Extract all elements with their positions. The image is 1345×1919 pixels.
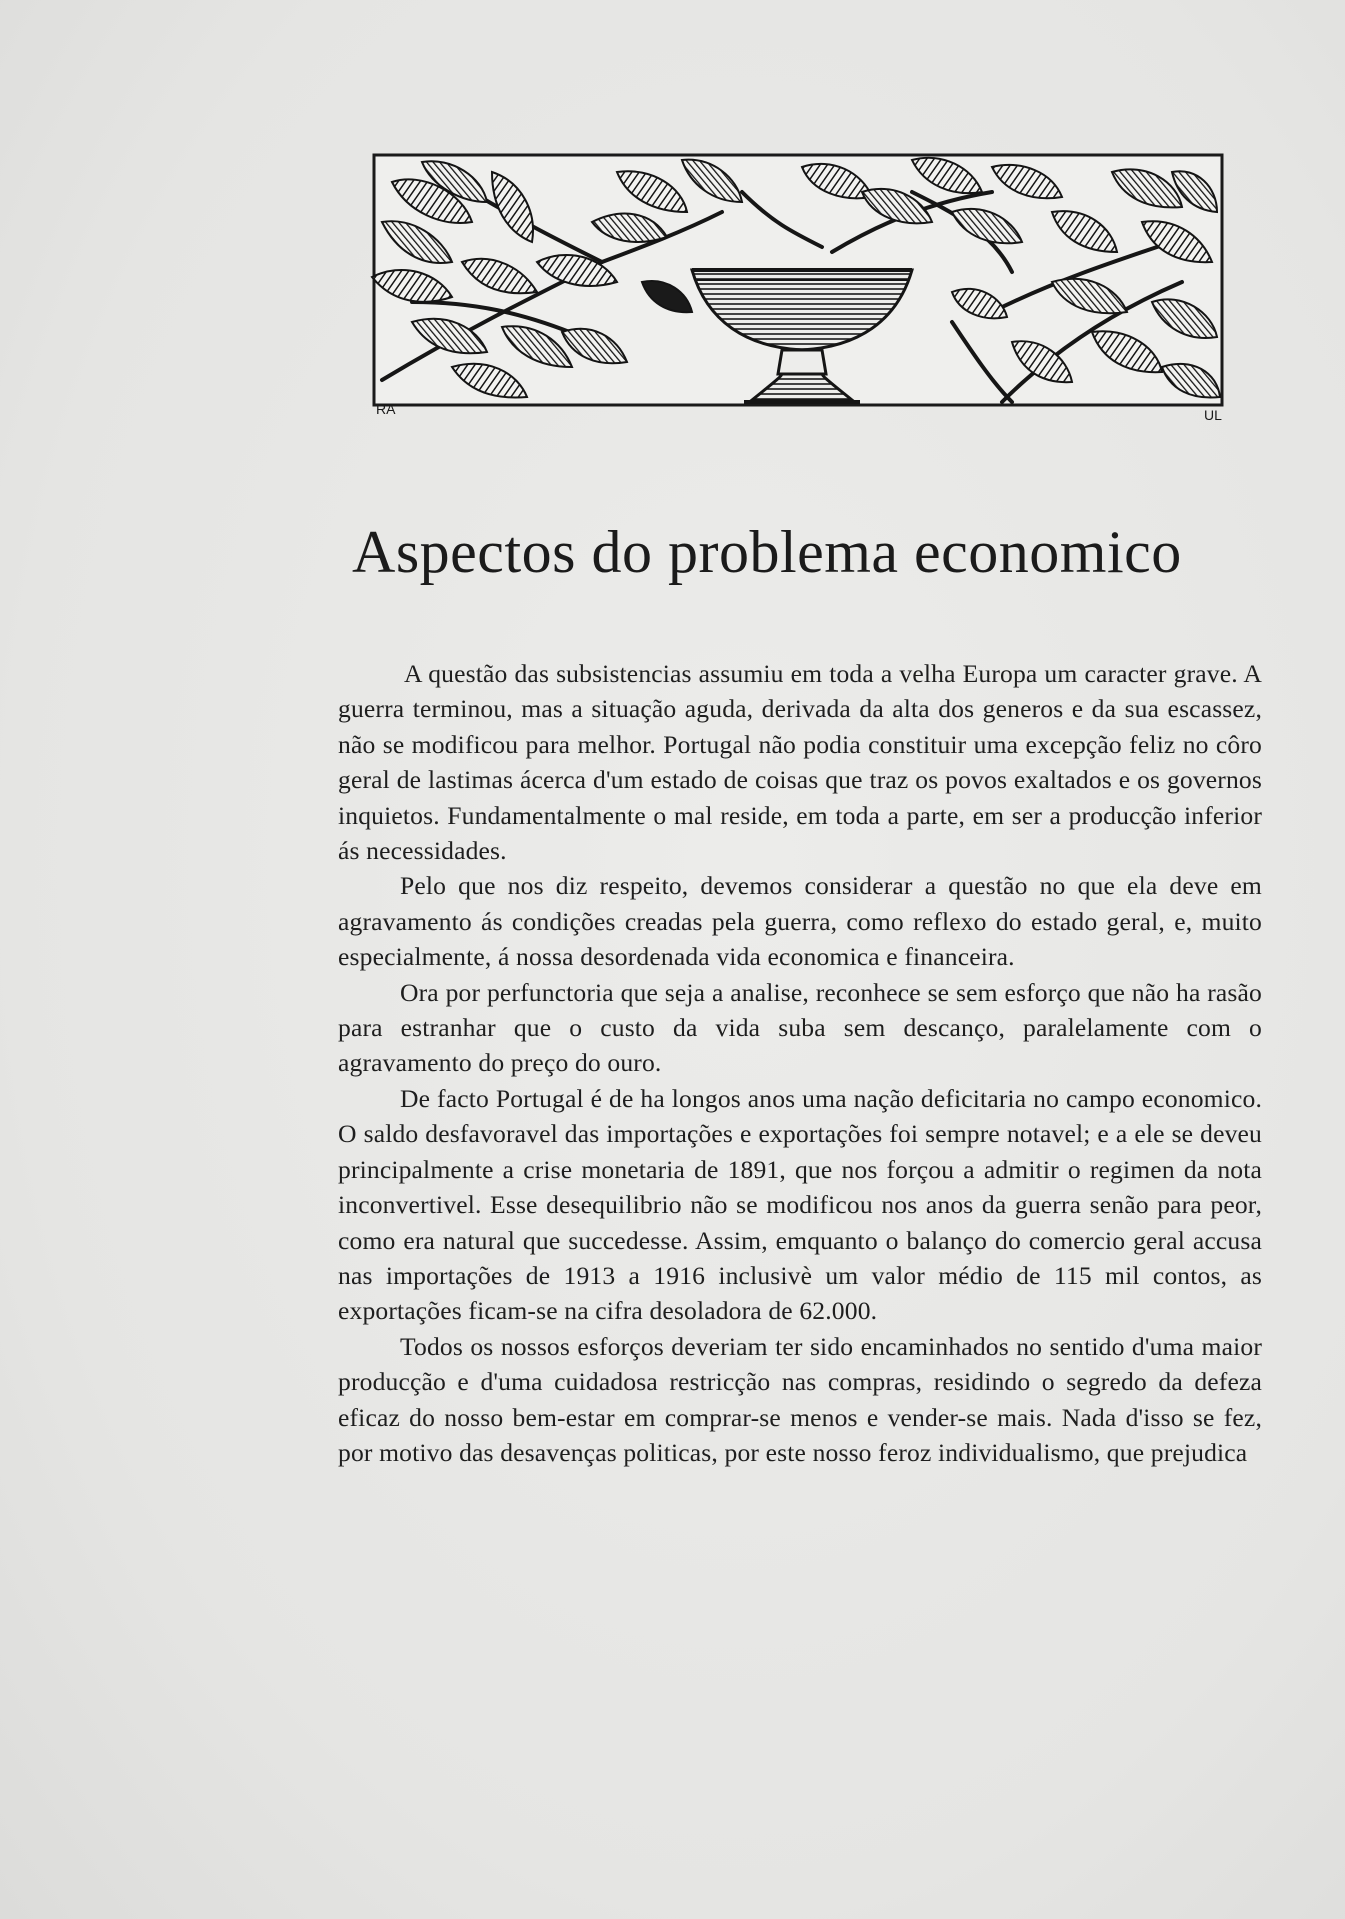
- paragraph-3: Ora por perfunctoria que seja a analise, reconhece se sem esforço que não ha rasão para estranhar que o custo da vida suba sem descanço, paralelamente com o agravamento do preço do ouro.: [338, 977, 1262, 1078]
- monogram-left: RA: [376, 401, 396, 417]
- paragraph-2: Pelo que nos diz respeito, devemos considerar a questão no que ela deve em agravamento ás condições creadas pela guerra, como reflexo do estado geral, e, muito especialmente, á nossa desordenada vida economica e financeira.: [338, 871, 1262, 972]
- article-body: [338, 656, 1262, 1470]
- monogram-right: UL: [1204, 407, 1222, 420]
- article-title: Aspectos do problema economico: [352, 519, 1182, 585]
- decorative-vignette: [352, 152, 1232, 420]
- laurel-bowl-illustration: [352, 152, 1232, 420]
- paragraph-1: A questão das subsistencias assumiu em toda a velha Europa um caracter grave. A guerra terminou, mas a situação aguda, derivada da alta dos generos e da sua escassez, não se modificou para melhor. Portugal não podia constituir uma excepção feliz no côro geral de lastimas ácerca d'um estado de coisas que traz os povos exaltados e os governos inquietos. Fundamentalmente o mal reside, em toda a parte, em ser a producção inferior ás necessidades.: [338, 659, 1262, 866]
- paragraph-5: Todos os nossos esforços deveriam ter sido encaminhados no sentido d'uma maior producção e d'uma cuidadosa restricção nas compras, residindo o segredo da defeza eficaz do nosso bem-estar em comprar-se menos e vender-se mais. Nada d'isso se fez, por motivo das desavenças politicas, por este nosso feroz individualismo, que prejudica: [338, 1331, 1262, 1467]
- paragraph-4: De facto Portugal é de ha longos anos uma nação deficitaria no campo economico. O saldo desfavoravel das importações e exportações foi sempre notavel; e a ele se deveu principalmente a crise monetaria de 1891, que nos forçou a admitir o regimen da nota inconvertivel. Esse desequilibrio não se modificou nos anos da guerra senão para peor, como era natural que succedesse. Assim, emquanto o balanço do comercio geral accusa nas importações de 1913 a 1916 inclusivè um valor médio de 115 mil contos, as exportações ficam-se na cifra desoladora de 62.000.: [338, 1083, 1262, 1326]
